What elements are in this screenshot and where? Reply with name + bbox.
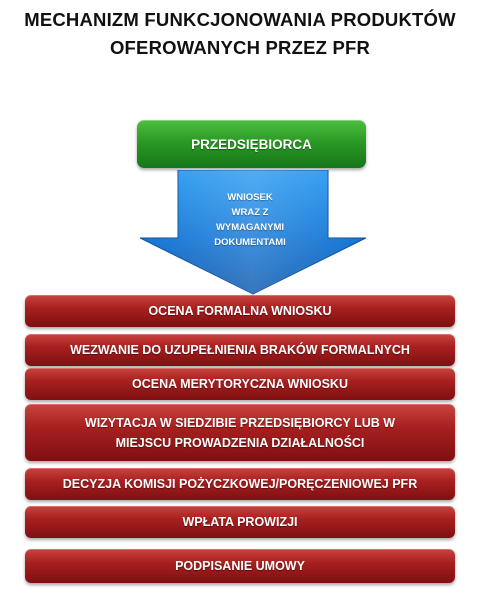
step-label: WPŁATA PROWIZJI <box>182 515 298 529</box>
step-site-visit <box>25 404 455 461</box>
step-label: WEZWANIE DO UZUPEŁNIENIA BRAKÓW FORMALNYCH <box>70 343 410 357</box>
arrow-label <box>190 190 310 250</box>
step-committee-decision <box>25 468 455 500</box>
arrow-label-line: WNIOSEK <box>227 192 273 203</box>
step-contract-signing <box>25 549 455 583</box>
diagram-title <box>0 6 480 62</box>
step-label: OCENA MERYTORYCZNA WNIOSKU <box>132 377 348 391</box>
arrow-label-line: DOKUMENTAMI <box>214 237 286 248</box>
step-substantive-assessment <box>25 368 455 400</box>
step-formal-assessment <box>25 295 455 327</box>
title-line-1: MECHANIZM FUNKCJONOWANIA PRODUKTÓW <box>24 9 456 30</box>
step-label: PODPISANIE UMOWY <box>175 559 305 573</box>
step-commission-payment <box>25 506 455 538</box>
step-label: DECYZJA KOMISJI POŻYCZKOWEJ/PORĘCZENIOWEJ PFR <box>62 477 418 491</box>
start-box-label: PRZEDSIĘBIORCA <box>191 136 312 152</box>
step-label-line-1: WIZYTACJA W SIEDZIBIE PRZEDSIĘBIORCY LUB W <box>84 415 396 430</box>
step-label: OCENA FORMALNA WNIOSKU <box>148 304 332 318</box>
start-box-entrepreneur <box>137 120 366 168</box>
title-line-2: OFEROWANYCH PRZEZ PFR <box>109 37 371 58</box>
step-label-line-2: MIEJSCU PROWADZENIA DZIAŁALNOŚCI <box>115 435 365 450</box>
arrow-label-line: WYMAGANYMI <box>215 222 285 233</box>
step-formal-deficiencies-request <box>25 334 455 366</box>
arrow-label-line: WRAZ Z <box>231 207 269 218</box>
